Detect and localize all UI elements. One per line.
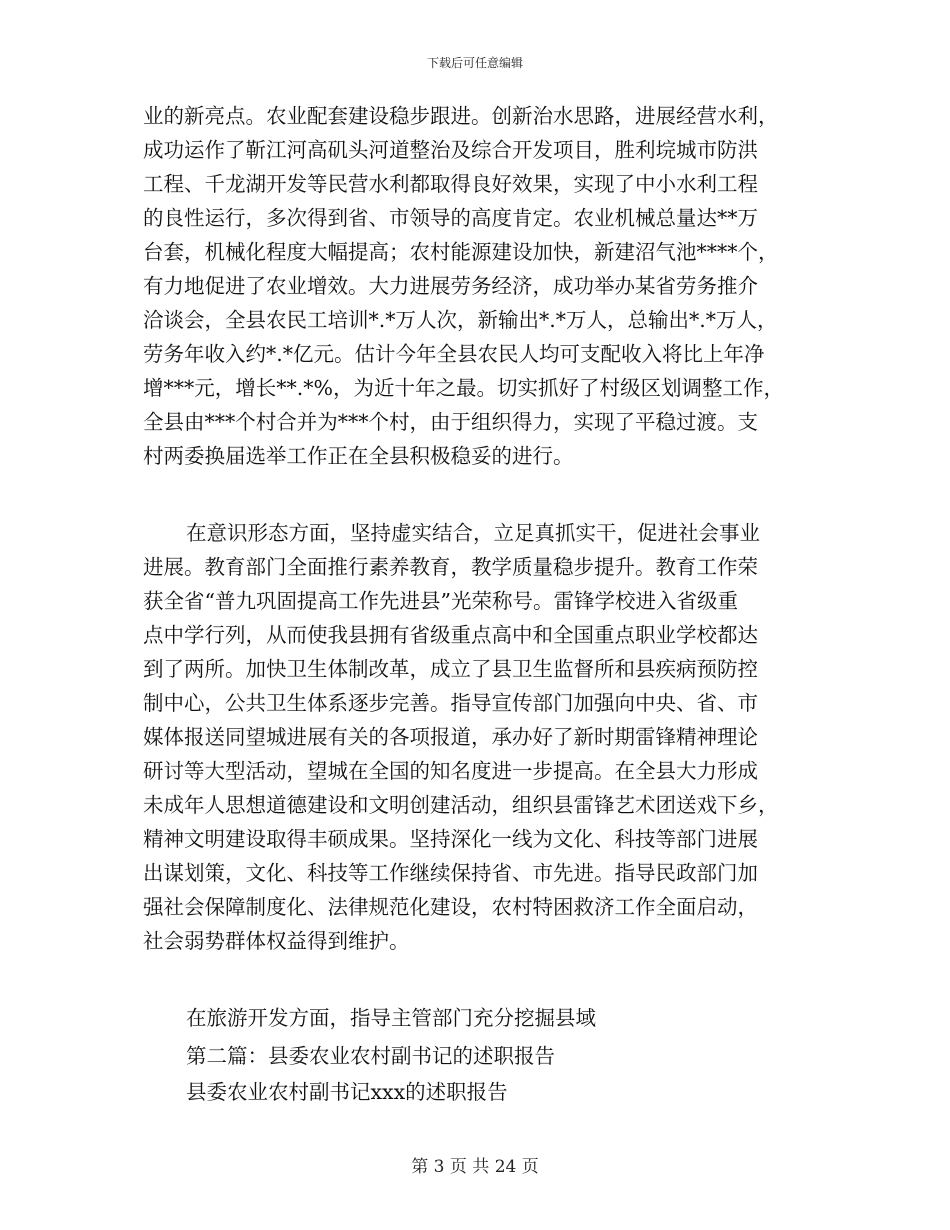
text-line: 业的新亮点。农业配套建设稳步跟进。创新治水思路，进展经营水利， bbox=[143, 104, 779, 128]
text-line: 劳务年收入约*.*亿元。估计今年全县农民人均可支配收入将比上年净 bbox=[143, 342, 765, 366]
text-line: 媒体报送同望城进展有关的各项报道，承办好了新时期雷锋精神理论 bbox=[143, 725, 758, 749]
text-line: 在旅游开发方面，指导主管部门充分挖掘县域 bbox=[186, 1006, 596, 1030]
text-line: 成功运作了靳江河高矶头河道整治及综合开发项目，胜利垸城市防洪 bbox=[143, 138, 758, 162]
text-line: 到了两所。加快卫生体制改革，成立了县卫生监督所和县疾病预防控 bbox=[143, 657, 758, 681]
text-line: 的良性运行，多次得到省、市领导的高度肯定。农业机械总量达**万 bbox=[143, 206, 758, 230]
text-line: 研讨等大型活动，望城在全国的知名度进一步提高。在全县大力形成 bbox=[143, 759, 758, 783]
text-line: 强社会保障制度化、法律规范化建设，农村特困救济工作全面启动， bbox=[143, 895, 758, 919]
text-line: 获全省“普九巩固提高工作先进县”光荣称号。雷锋学校进入省级重 bbox=[143, 589, 738, 613]
text-line: 有力地促进了农业增效。大力进展劳务经济，成功举办某省劳务推介 bbox=[143, 274, 758, 298]
text-line: 社会弱势群体权益得到维护。 bbox=[143, 929, 410, 953]
text-line: 全县由***个村合并为***个村，由于组织得力，实现了平稳过渡。支 bbox=[143, 410, 758, 434]
text-line: 在意识形态方面，坚持虚实结合，立足真抓实干，促进社会事业 bbox=[186, 521, 760, 545]
text-line: 出谋划策，文化、科技等工作继续保持省、市先进。指导民政部门加 bbox=[143, 861, 758, 885]
text-line: 增***元，增长**.*%，为近十年之最。切实抓好了村级区划调整工作， bbox=[143, 376, 784, 400]
text-line: 未成年人思想道德建设和文明创建活动，组织县雷锋艺术团送戏下乡， bbox=[143, 793, 779, 817]
text-line: 洽谈会，全县农民工培训*.*万人次，新输出*.*万人，总输出*.*万人， bbox=[143, 308, 778, 332]
report-title: 县委农业农村副书记xxx的述职报告 bbox=[186, 1080, 508, 1104]
text-line: 村两委换届选举工作正在全县积极稳妥的进行。 bbox=[143, 444, 574, 468]
text-line: 台套，机械化程度大幅提高；农村能源建设加快，新建沼气池****个， bbox=[143, 240, 779, 264]
page-number: 第 3 页 共 24 页 bbox=[411, 1157, 539, 1177]
text-line: 精神文明建设取得丰硕成果。坚持深化一线为文化、科技等部门进展 bbox=[143, 827, 758, 851]
text-line: 制中心，公共卫生体系逐步完善。指导宣传部门加强向中央、省、市 bbox=[143, 691, 758, 715]
text-line: 点中学行列，从而使我县拥有省级重点高中和全国重点职业学校都达 bbox=[143, 623, 758, 647]
text-line: 进展。教育部门全面推行素养教育，教学质量稳步提升。教育工作荣 bbox=[143, 555, 758, 579]
page-header-note: 下载后可任意编辑 bbox=[426, 56, 523, 70]
text-line: 工程、千龙湖开发等民营水利都取得良好效果，实现了中小水利工程 bbox=[143, 172, 758, 196]
section-title: 第二篇：县委农业农村副书记的述职报告 bbox=[186, 1044, 555, 1068]
